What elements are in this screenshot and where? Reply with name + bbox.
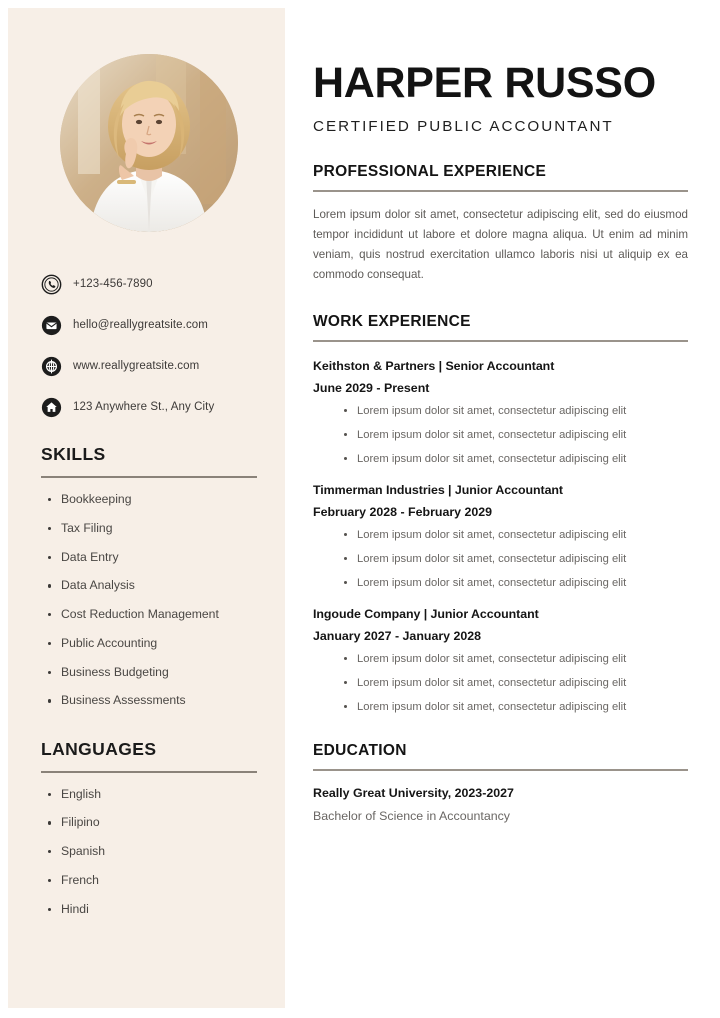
list-item: Lorem ipsum dolor sit amet, consectetur adipiscing elit	[357, 676, 688, 690]
sidebar	[8, 8, 285, 1008]
contact-item-address[interactable]	[41, 397, 257, 418]
professional-experience-section	[313, 163, 688, 285]
list-item: Public Accounting	[61, 636, 257, 651]
education-degree: Bachelor of Science in Accountancy	[313, 808, 510, 823]
languages-list	[41, 787, 257, 917]
list-item: Cost Reduction Management	[61, 607, 257, 622]
list-item: Tax Filing	[61, 521, 257, 536]
skills-list	[41, 492, 257, 709]
section-divider	[313, 769, 688, 771]
main-content	[285, 8, 712, 1008]
job-title: Ingoude Company | Junior Accountant	[313, 606, 539, 621]
job-date: January 2027 - January 2028	[313, 628, 482, 643]
list-item: Business Budgeting	[61, 665, 257, 680]
portrait-photo-icon	[60, 54, 238, 232]
skills-heading: SKILLS	[41, 444, 106, 464]
resume-sheet	[8, 8, 712, 1008]
professional-experience-heading: PROFESSIONAL EXPERIENCE	[313, 163, 547, 180]
job-title: Keithston & Partners | Senior Accountant	[313, 358, 555, 373]
professional-summary-text: Lorem ipsum dolor sit amet, consectetur adipiscing elit, sed do eiusmod tempor incididunt ut labore et dolore magna aliqua. Ut enim ad minim veniam, quis nostrud exercitation ullamco laboris nisi ut aliquip ex ea commodo consequat.	[313, 208, 688, 281]
list-item: Lorem ipsum dolor sit amet, consectetur adipiscing elit	[357, 652, 688, 666]
email-icon	[41, 315, 62, 336]
list-item: Lorem ipsum dolor sit amet, consectetur adipiscing elit	[357, 528, 688, 542]
education-section	[313, 742, 688, 823]
phone-icon	[41, 274, 62, 295]
list-item: Data Entry	[61, 550, 257, 565]
languages-section	[41, 739, 257, 917]
contact-phone-text: +123-456-7890	[73, 277, 153, 290]
languages-divider	[41, 771, 257, 773]
avatar	[60, 54, 238, 232]
work-experience-section	[313, 313, 688, 714]
list-item: Lorem ipsum dolor sit amet, consectetur adipiscing elit	[357, 404, 688, 418]
languages-heading: LANGUAGES	[41, 738, 157, 759]
section-divider	[313, 340, 688, 342]
job-bullet-list	[313, 652, 688, 714]
job-role-subtitle: CERTIFIED PUBLIC ACCOUNTANT	[313, 118, 614, 135]
list-item: Lorem ipsum dolor sit amet, consectetur adipiscing elit	[357, 452, 688, 466]
list-item: English	[61, 787, 257, 802]
skills-divider	[41, 476, 257, 478]
job-entry	[313, 607, 688, 714]
list-item: Hindi	[61, 902, 257, 917]
list-item: Lorem ipsum dolor sit amet, consectetur adipiscing elit	[357, 700, 688, 714]
contact-email-text: hello@reallygreatsite.com	[73, 318, 208, 331]
section-divider	[313, 190, 688, 192]
contact-item-phone[interactable]	[41, 274, 257, 295]
education-heading: EDUCATION	[313, 741, 407, 759]
job-date: June 2029 - Present	[313, 380, 430, 395]
contact-item-email[interactable]	[41, 315, 257, 336]
list-item: French	[61, 873, 257, 888]
contact-list	[41, 274, 257, 418]
globe-icon	[41, 356, 62, 377]
contact-website-text: www.reallygreatsite.com	[73, 359, 200, 372]
job-bullet-list	[313, 528, 688, 590]
job-date: February 2028 - February 2029	[313, 504, 493, 519]
list-item: Bookkeeping	[61, 492, 257, 507]
job-title: Timmerman Industries | Junior Accountant	[313, 482, 564, 497]
job-bullet-list	[313, 404, 688, 466]
job-entry	[313, 483, 688, 590]
page-title: HARPER RUSSO	[313, 59, 656, 107]
list-item: Lorem ipsum dolor sit amet, consectetur adipiscing elit	[357, 576, 688, 590]
list-item: Filipino	[61, 815, 257, 830]
list-item: Lorem ipsum dolor sit amet, consectetur adipiscing elit	[357, 428, 688, 442]
list-item: Data Analysis	[61, 578, 257, 593]
list-item: Business Assessments	[61, 693, 257, 708]
education-school: Really Great University, 2023-2027	[313, 785, 514, 800]
work-experience-heading: WORK EXPERIENCE	[313, 312, 471, 330]
job-entry	[313, 359, 688, 466]
contact-address-text: 123 Anywhere St., Any City	[73, 400, 215, 413]
skills-section	[41, 444, 257, 709]
home-icon	[41, 397, 62, 418]
list-item: Lorem ipsum dolor sit amet, consectetur adipiscing elit	[357, 552, 688, 566]
education-entry	[313, 786, 688, 823]
contact-item-website[interactable]	[41, 356, 257, 377]
list-item: Spanish	[61, 844, 257, 859]
